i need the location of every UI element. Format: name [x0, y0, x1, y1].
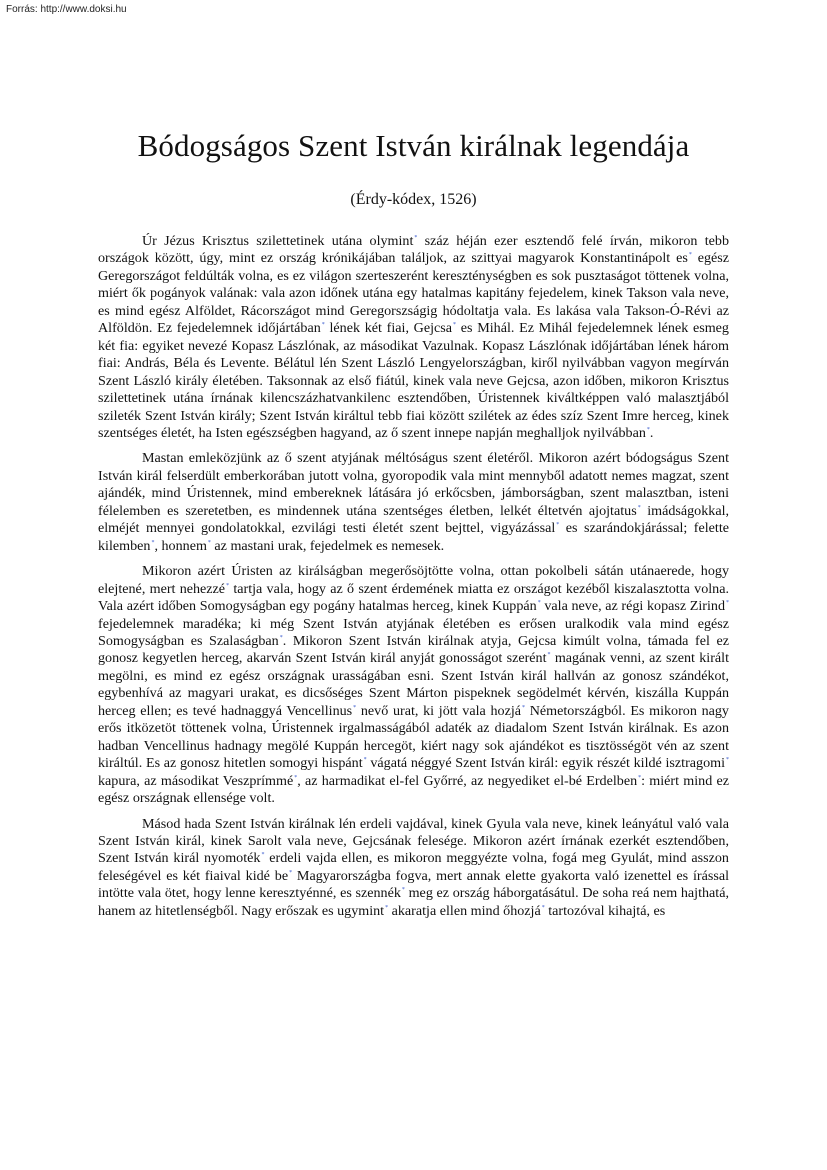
paragraph-text: száz héján ezer esztendő felé írván, mikoron tebb országok között, úgy, mint ez ország krónikájában találjok, az szittyai magyarok Konstantinápolt es	[98, 233, 729, 267]
note-marker: *	[541, 904, 545, 911]
paragraph	[98, 233, 729, 442]
page-title: Bódogságos Szent István királnak legendája	[137, 128, 690, 163]
paragraph-text: tartja vala, hogy az ő szent érdemének miatta ez országot kezéből kiszalasztotta volna. Vala azért időben Somogyságban egy pogány hatalmas herceg, kinek Kuppán	[98, 580, 729, 615]
paragraph	[98, 816, 729, 921]
paragraph-text: az mastani urak, fejedelmek es nemesek.	[210, 537, 445, 554]
paragraph-text: lének két fiai, Gejcsa	[324, 320, 453, 337]
note-marker: *	[688, 252, 692, 259]
note-marker: *	[547, 652, 551, 659]
paragraph-text: magának venni, az szent királt megölni, es mind ez egész országnak urasságában esni. Szent István királ hallván az gonosz szándékot, egybenhívá az magyari urakat, es dicsőséges Szent Márton pispeknek segödelmét kérvén, kiszálla Kuppán herceg ellen; es tevé hadnaggyá Vencellinus	[98, 650, 729, 719]
paragraph-text: Magyarországba fogva, mert annak elette gyakorta való izenettel es írással intötte vala ötet, hogy lenne keresztyénné, es szennék	[98, 867, 729, 902]
paragraph-text: , az harmadikat el-fel Győrré, az negyediket el-bé Erdelben	[297, 772, 638, 789]
paragraph-text: nevő urat, ki jött vala hozjá	[356, 702, 522, 719]
paragraph-text: Úr Jézus Krisztus szilettetinek utána olymint	[142, 233, 414, 249]
note-marker: *	[385, 904, 389, 911]
paragraph-text: akaratja ellen mind őhozjá	[388, 902, 541, 919]
note-marker: *	[637, 504, 641, 511]
paragraph-text: Mikoron azért Úristen az királságban megerősöjtötte volna, ottan pokolbeli sátán utánaerede, hogy elejtené, mert nehezzé	[98, 563, 729, 597]
note-marker: *	[638, 774, 642, 781]
paragraph-text: fejedelemnek maradéka; ki még Szent István atyjának életében es erősen uralkodik vala mind egész Somogyságban es Szalaságban	[98, 615, 729, 649]
paragraph-text: es Mihál. Ez Mihál fejedelemnek lének esmeg két fia: egyiket nevezé Kopasz Lászlónak, az másodikat Vazulnak. Kopasz Lászlónak időjártában lének három fiai: András, Béla és Levente. Bélátul lén Szent László Lengyelországban, kiről nyilvábban vagyon megírván Szent László király életében. Taksonnak az első fiátúl, kinek vala neve Gejcsa, azon időben, mikoron Krisztus szilettetinek utána írnának kilencszázhatvankilenc esztendőben, Úristennek kiváltképpen való malasztjából szileték Szent István király; Szent István királtul tebb fiai között szilétek az édes szíz Szent Imre herceg, kinek szentséges életét, ha Isten egészségben hagyand, az ő szent innepe napján meghalljok nyilvábban	[98, 320, 729, 441]
note-marker: *	[294, 774, 298, 781]
paragraph-text: . Mikoron Szent István királnak atyja, Gejcsa kimúlt volna, támada fel ez gonosz kegyetlen herceg, akarván Szent István királ anyját gonosságot szerént	[98, 632, 729, 667]
paragraph-text: : miért mind ez egész országnak ellensége volt.	[98, 772, 730, 807]
paragraph-text: .	[649, 424, 654, 441]
note-marker: *	[522, 704, 526, 711]
note-marker: *	[556, 522, 560, 529]
paragraph-text: meg ez ország háborgatásátul. De soha reá nem hajthatá, hanem az hitetlenségből. Nagy erőszak es ugymint	[98, 885, 729, 919]
paragraph-text: , honnem	[154, 537, 207, 554]
note-marker: *	[207, 539, 211, 546]
note-marker: *	[401, 887, 405, 894]
paragraph-text: es szarándokjárással; felette kilemben	[98, 520, 729, 554]
paragraph-text: vágatá néggyé Szent István királ: egyik részét kildé isztragomi	[366, 755, 726, 772]
paragraph-text: imádságokkal, elméjét mennyei gondolatokkal, ezvilági testi életét szent bejttel, vigyázással	[98, 502, 730, 537]
note-marker: *	[537, 600, 541, 607]
note-marker: *	[646, 426, 650, 433]
document-body	[98, 233, 729, 920]
note-marker: *	[414, 235, 418, 241]
paragraph-text: Mastan emleközjünk az ő szent atyjának méltóságus szent életéről. Mikoron azért bódogságus Szent István királ felserdült emberkorában jutott volna, gyoropodik vala mint mennyből adatott nemes magzat, szent ajándék, mind Úristennek, mind embereknek látására jó erkőcsben, jámborságban, szent malasztban, isteni félelemben es szeretetben, es mindennek utána szentséges életben, lelkét éltetvén ajojtatus	[98, 450, 729, 519]
paragraph-text: Másod hada Szent István királnak lén erdeli vajdával, kinek Gyula vala neve, kinek leányátul való vala Szent István királ, kinek Sarolt vala neve, Gejcsának felesége. Mikoron azért írnának ezerkét esztendőben, Szent István királ nyomoték	[98, 815, 729, 867]
paragraph-text: vala neve, az régi kopasz Zirind	[540, 598, 725, 615]
paragraph-text: Németországból. Es mikoron nagy erős itközetöt töttenek volna, Úristennek irgalmasságából adaték az diadalom Szent István királnak. Es azon hadban Vencellinus hadnagy megölé Kuppán hercegöt, kiért nagy sok ajándékot es tisztösségöt vén az szent királtúl. Es az gonosz hitetlen somogyi hispánt	[98, 702, 729, 772]
note-marker: *	[453, 322, 457, 329]
paragraph	[98, 450, 729, 555]
page-subtitle: (Érdy-kódex, 1526)	[350, 191, 477, 208]
note-marker: *	[726, 757, 730, 764]
paragraph-text: erdeli vajda ellen, es mikoron meggyézte volna, fogá meg Gyulát, mind asszon feleségével es két fiaival kidé be	[98, 850, 729, 884]
paragraph-text: egész Geregországot feldúlták volna, es ez világon szerteszerént kereszténységben es sok pusztaságot töttenek volna, miért ők pogányok valának: vala azon időnek utána egy hatalmas kapitány fejedelem, kinek Takson vala neve, es mind egész Alföldet, Rácországot mind Geregorszságig hódoltatja vala. Es lakása vala Takson-Ó-Révi az Alföldön. Ez fejedelemnek időjártában	[98, 250, 729, 337]
note-marker: *	[261, 852, 265, 859]
note-marker: *	[363, 757, 367, 764]
note-marker: *	[726, 600, 729, 607]
paragraph	[98, 563, 729, 807]
source-url: Forrás: http://www.doksi.hu	[6, 4, 127, 15]
paragraph-text: tartozóval kihajtá, es	[544, 902, 666, 919]
note-marker: *	[321, 322, 325, 329]
paragraph-text: kapura, az másodikat Veszprímmé	[98, 772, 294, 789]
note-marker: *	[151, 539, 155, 546]
note-marker: *	[353, 704, 357, 711]
note-marker: *	[226, 582, 230, 589]
note-marker: *	[279, 634, 283, 641]
note-marker: *	[289, 869, 293, 876]
